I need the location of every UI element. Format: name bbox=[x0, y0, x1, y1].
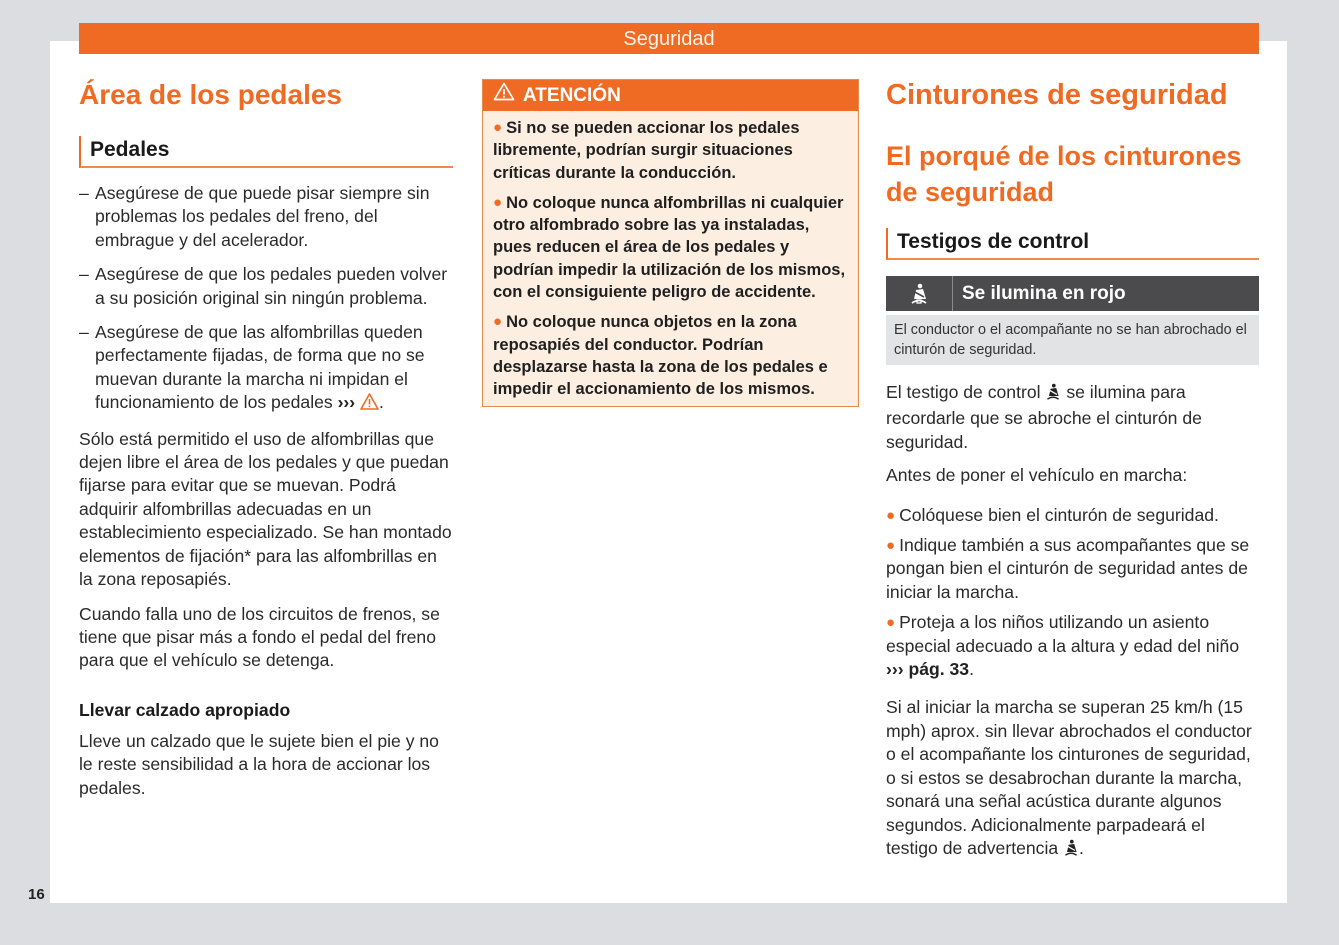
chapter-title: Cinturones de seguridad bbox=[886, 79, 1228, 111]
page-title: Área de los pedales bbox=[79, 79, 343, 110]
section-heading-warning-lamps: Testigos de control bbox=[886, 228, 1259, 260]
seatbelt-warning-icon bbox=[1063, 839, 1079, 863]
warning-box bbox=[482, 79, 859, 407]
warning-lamp-row bbox=[886, 276, 1259, 311]
speed-warning-paragraph: Si al iniciar la marcha se superan 25 km/h (15 mph) aprox. sin llevar abrochados el conductor o el acompañante los cinturones de seguridad, o si estos se desabrochan durante la marcha, sonará una señal acústica durante algunos segundos. Adicionalmente parpadeará el testigo de advertencia . bbox=[886, 696, 1259, 863]
warning-title: ATENCIÓN bbox=[523, 85, 621, 106]
section-title-why-belts: El porqué de los cinturones de seguridad bbox=[886, 141, 1242, 207]
page-reference-link[interactable]: pág. 33 bbox=[908, 659, 970, 680]
list-item: – Asegúrese de que los pedales pueden volver a su posición original sin ningún problema. bbox=[79, 264, 448, 308]
pedal-checklist bbox=[79, 182, 453, 417]
brakes-paragraph: Cuando falla uno de los circuitos de frenos, se tiene que pisar más a fondo el pedal del freno para que el vehículo se detenga. bbox=[79, 603, 440, 671]
belt-instructions-list bbox=[886, 504, 1259, 682]
warning-item: ● No coloque nunca objetos en la zona reposapiés del conductor. Podrían desplazarse hasta la zona de los pedales e impedir el accionamiento de los mismos. bbox=[493, 313, 828, 399]
section-title: Seguridad bbox=[623, 28, 715, 50]
list-item: ● Colóquese bien el cinturón de seguridad. bbox=[886, 504, 1219, 525]
page-number: 16 bbox=[28, 886, 45, 903]
mats-paragraph: Sólo está permitido el uso de alfombrillas que dejen libre el área de los pedales y que puedan fijarse para evitar que se muevan. Podrá adquirir alfombrillas adecuadas en un establecimiento especializado. Se han montado elementos de fijación* para las alfombrillas en la zona reposapiés. bbox=[79, 428, 452, 590]
list-item: – Asegúrese de que puede pisar siempre sin problemas los pedales del freno, del embrague y del acelerador. bbox=[79, 183, 430, 250]
warning-triangle-icon[interactable] bbox=[360, 393, 379, 416]
left-column bbox=[79, 76, 453, 800]
warning-body bbox=[483, 111, 858, 406]
warning-item: ● Si no se pueden accionar los pedales libremente, podrían surgir situaciones críticas durante la conducción. bbox=[493, 119, 800, 182]
lamp-description: El conductor o el acompañante no se han abrochado el cinturón de seguridad. bbox=[886, 315, 1259, 365]
cross-reference-arrows[interactable]: ››› bbox=[337, 392, 356, 413]
list-item: ● Indique también a sus acompañantes que se pongan bien el cinturón de seguridad antes de iniciar la marcha. bbox=[886, 535, 1250, 602]
footwear-paragraph: Lleve un calzado que le sujete bien el pie y no le reste sensibilidad a la hora de accionar los pedales. bbox=[79, 730, 439, 798]
section-heading-pedales: Pedales bbox=[79, 136, 453, 168]
right-column bbox=[886, 76, 1259, 863]
list-item: – Asegúrese de que las alfombrillas queden perfectamente fijadas, de forma que no se muevan durante la marcha ni impidan el funcionamiento de los pedales ››› . bbox=[79, 321, 453, 417]
before-driving-paragraph: Antes de poner el vehículo en marcha: bbox=[886, 465, 1188, 486]
section-header-bar bbox=[79, 23, 1259, 54]
footwear-heading: Llevar calzado apropiado bbox=[79, 699, 291, 720]
seatbelt-warning-icon bbox=[886, 276, 953, 311]
list-item: ● Proteja a los niños utilizando un asiento especial adecuado a la altura y edad del niño ››› pág. 33. bbox=[886, 612, 1240, 680]
warning-triangle-icon bbox=[493, 80, 515, 111]
warning-item: ● No coloque nunca alfombrillas ni cualquier otro alfombrado sobre las ya instaladas, pues reducen el área de los pedales y podrían impedir la utilización de los mismos, con el consiguiente peligro de accidente. bbox=[493, 193, 846, 302]
lamp-status-label: Se ilumina en rojo bbox=[962, 282, 1126, 304]
lamp-paragraph: El testigo de control se ilumina para recordarle que se abroche el cinturón de seguridad. bbox=[886, 382, 1202, 452]
warning-box-header bbox=[483, 80, 858, 111]
cross-reference-arrows[interactable]: ››› bbox=[886, 659, 904, 680]
seatbelt-warning-icon bbox=[1045, 383, 1061, 407]
